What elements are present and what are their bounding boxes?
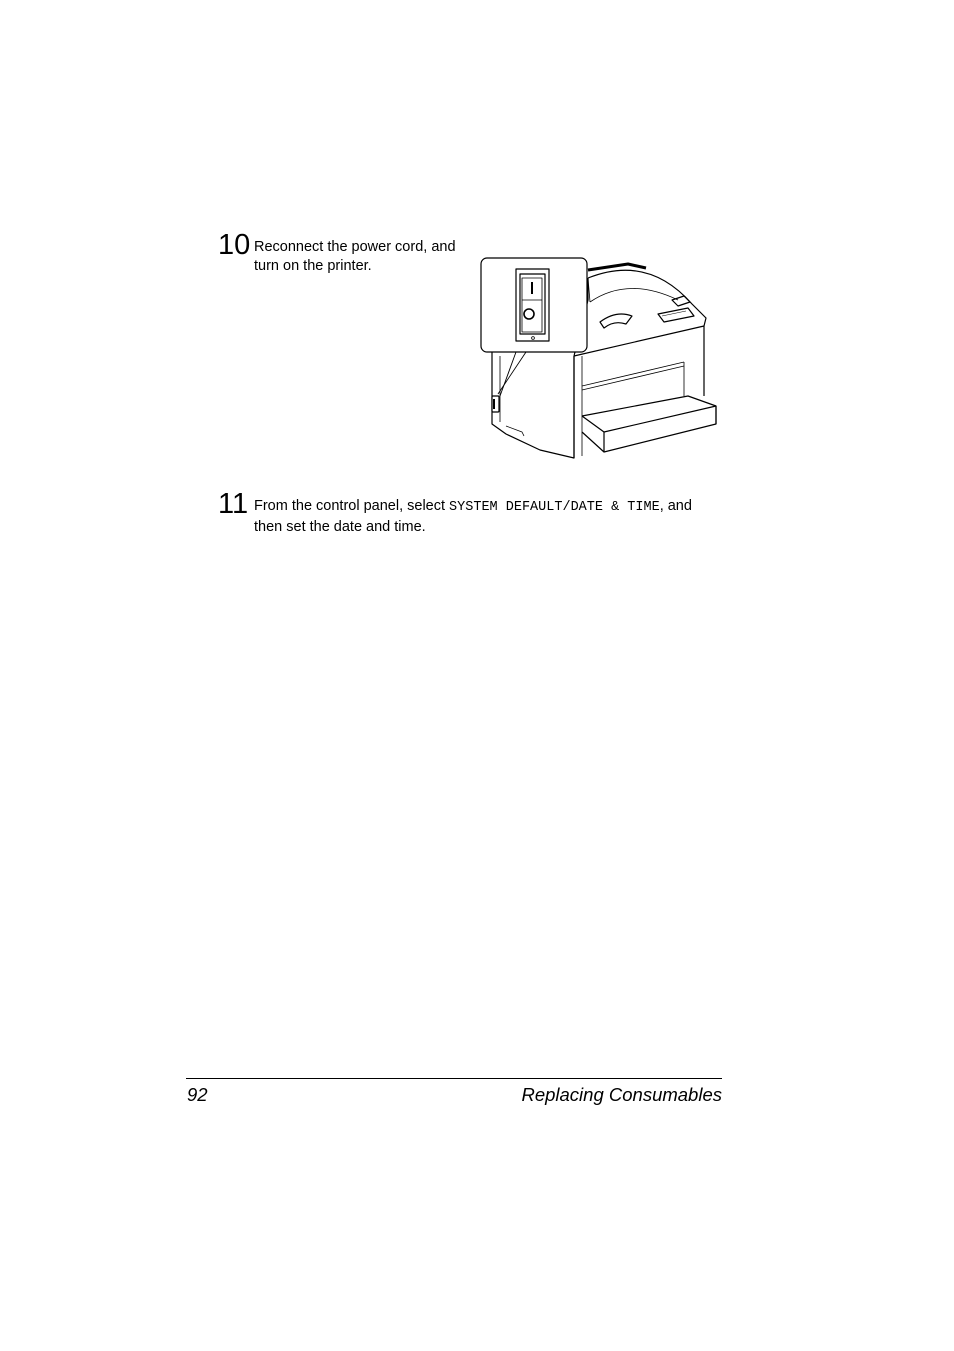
printer-side-panel xyxy=(492,352,574,458)
step-text-tail: , and then set the date and time. xyxy=(254,498,692,535)
menu-path-code: SYSTEM DEFAULT/DATE & TIME xyxy=(449,500,660,515)
step-instruction xyxy=(254,497,724,536)
step-number: 11 xyxy=(218,488,249,520)
page-number: 92 xyxy=(187,1084,208,1105)
step-instruction: Reconnect the power cord, and turn on the printer. xyxy=(254,239,456,274)
step-text-lead: From the control panel, select xyxy=(254,498,450,514)
step-number: 10 xyxy=(218,229,251,261)
chapter-title: Replacing Consumables xyxy=(521,1084,722,1105)
printer-power-switch-illustration xyxy=(478,256,720,462)
footer-divider xyxy=(186,1078,722,1079)
